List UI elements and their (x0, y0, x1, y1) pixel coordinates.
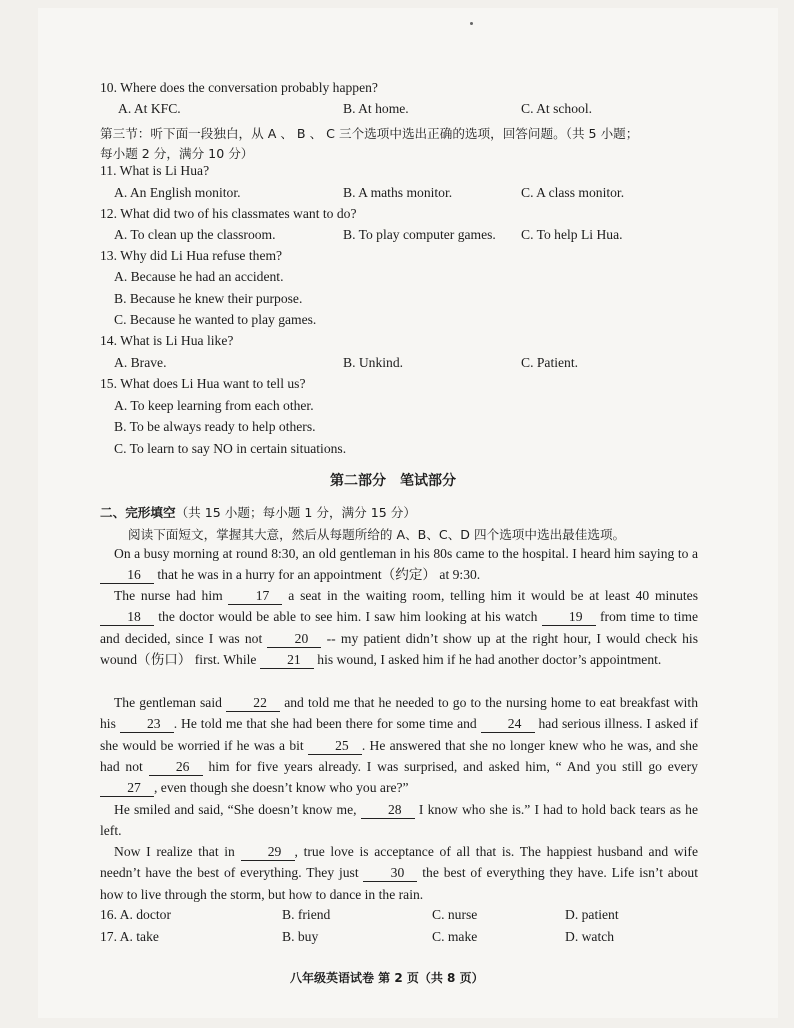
blank-20: 20 (267, 631, 321, 648)
p3-text-e: . He answered that she no longer knew who he was, and she had not (100, 737, 698, 774)
q10-option-c: C. At school. (521, 101, 592, 116)
p5-text-c: the best of everything they have. Life isn’t about how to live through the storm, but how to dance in the rain. (100, 865, 699, 902)
q12-option-a: A. To clean up the classroom. (114, 227, 276, 242)
cloze-paragraph-2 (100, 585, 698, 670)
p2-text-d: from time to time and decided, since I was not (100, 609, 698, 646)
p3-text-a: The gentleman said (114, 695, 222, 710)
blank-24: 24 (481, 716, 535, 733)
blank-23: 23 (120, 716, 174, 733)
question-11-stem: 11. What is Li Hua? (100, 163, 210, 178)
q16-option-b: B. friend (282, 907, 331, 922)
q13-option-a: A. Because he had an accident. (114, 269, 284, 284)
p3-text-d: had serious illness. I asked if she would be worried if he was a bit (100, 716, 698, 753)
q15-option-a: A. To keep learning from each other. (114, 398, 314, 413)
p2-text-c: the doctor would be able to see him. I saw him looking at his watch (158, 609, 538, 625)
q16-option-a: 16. A. doctor (100, 907, 171, 922)
q17-option-b: B. buy (282, 929, 319, 944)
question-13-stem: 13. Why did Li Hua refuse them? (100, 248, 283, 263)
cloze-paragraph-5 (100, 841, 698, 905)
cloze-heading (100, 502, 416, 521)
q17-option-d: D. watch (565, 929, 615, 944)
q14-option-b: B. Unkind. (343, 355, 404, 370)
cloze-instruction: 阅读下面短文，掌握其大意，然后从每题所给的 A、B、C、D 四个选项中选出最佳选项。 (128, 527, 626, 542)
question-10-stem: 10. Where does the conversation probably happen? (100, 80, 378, 95)
p1-text-a: On a busy morning at round 8:30, an old gentleman in his 80s came to the hospital. I heard him saying to a (114, 546, 698, 561)
p3-text-b: and told me that he needed to go to the nursing home to eat breakfast with his (100, 695, 699, 732)
blank-17: 17 (228, 588, 282, 605)
p5-text-a: Now I realize that in (114, 844, 235, 859)
blank-19: 19 (542, 609, 596, 626)
q15-option-c: C. To learn to say NO in certain situations. (114, 441, 347, 456)
q12-option-c: C. To help Li Hua. (521, 227, 623, 242)
blank-29: 29 (241, 844, 295, 861)
page-speck (470, 22, 473, 25)
p4-text-b: I know who she is.” I had to hold back tears as he left. (100, 802, 698, 839)
p2-text-e: -- my patient didn’t show up at the right hour, I would check his wound（伤口） first. While (100, 630, 698, 667)
q14-option-a: A. Brave. (114, 355, 167, 370)
q15-option-b: B. To be always ready to help others. (114, 419, 316, 434)
p4-text-a: He smiled and said, “She doesn’t know me, (114, 802, 357, 817)
q16-option-c: C. nurse (432, 907, 478, 922)
blank-30: 30 (363, 865, 417, 882)
q17-option-c: C. make (432, 929, 478, 944)
blank-28: 28 (361, 802, 415, 819)
p2-text-a: The nurse had him (114, 588, 223, 603)
part-2-title: 第二部分 笔试部分 (330, 473, 456, 489)
question-15-stem: 15. What does Li Hua want to tell us? (100, 376, 306, 391)
q11-option-c: C. A class monitor. (521, 185, 625, 200)
cloze-heading-title: 二、完形填空 (100, 505, 176, 520)
cloze-heading-note: （共 15 小题；每小题 1 分，满分 15 分） (175, 505, 416, 520)
cloze-paragraph-3 (100, 692, 698, 798)
q10-option-b: B. At home. (343, 101, 409, 116)
page-footer: 八年级英语试卷 第 2 页（共 8 页） (290, 971, 484, 985)
q17-option-a: 17. A. take (100, 929, 159, 944)
q11-option-b: B. A maths monitor. (343, 185, 453, 200)
blank-18: 18 (100, 609, 154, 626)
q13-option-b: B. Because he knew their purpose. (114, 291, 303, 306)
q11-option-a: A. An English monitor. (114, 185, 241, 200)
q12-option-b: B. To play computer games. (343, 227, 496, 242)
p5-text-b: , true love is acceptance of all that is. The happiest husband and wife needn’t have the best of everything. They just (100, 844, 698, 881)
q10-option-a: A. At KFC. (118, 101, 181, 116)
p1-text-b: that he was in a hurry for an appointment（约定） at 9:30. (157, 567, 481, 583)
cloze-paragraph-1 (100, 543, 698, 586)
section-3-instruction: 第三节：听下面一段独白，从 A 、 B 、 C 三个选项中选出正确的选项，回答问题。（共 5 小题； (100, 126, 639, 141)
p3-text-c: . He told me that she had been there for some time and (173, 716, 477, 732)
question-14-stem: 14. What is Li Hua like? (100, 333, 234, 348)
p3-text-f: him for five years already. I was surprised, and asked him, “ And you still go every (208, 758, 698, 774)
q16-option-d: D. patient (565, 907, 619, 922)
section-3-scoring: 每小题 2 分，满分 10 分） (100, 146, 254, 161)
blank-22: 22 (226, 695, 280, 712)
blank-26: 26 (149, 759, 203, 776)
question-12-stem: 12. What did two of his classmates want to do? (100, 206, 357, 221)
cloze-paragraph-4 (100, 799, 698, 842)
blank-25: 25 (308, 738, 362, 755)
blank-16: 16 (100, 567, 154, 584)
q14-option-c: C. Patient. (521, 355, 579, 370)
blank-27: 27 (100, 780, 154, 797)
p3-text-g: , even though she doesn’t know who you are?” (154, 780, 409, 796)
p2-text-b: a seat in the waiting room, telling him it would be at least 40 minutes (288, 588, 698, 603)
blank-21: 21 (260, 652, 314, 669)
q13-option-c: C. Because he wanted to play games. (114, 312, 317, 327)
p2-text-f: his wound, I asked him if he had another doctor’s appointment. (317, 651, 662, 667)
